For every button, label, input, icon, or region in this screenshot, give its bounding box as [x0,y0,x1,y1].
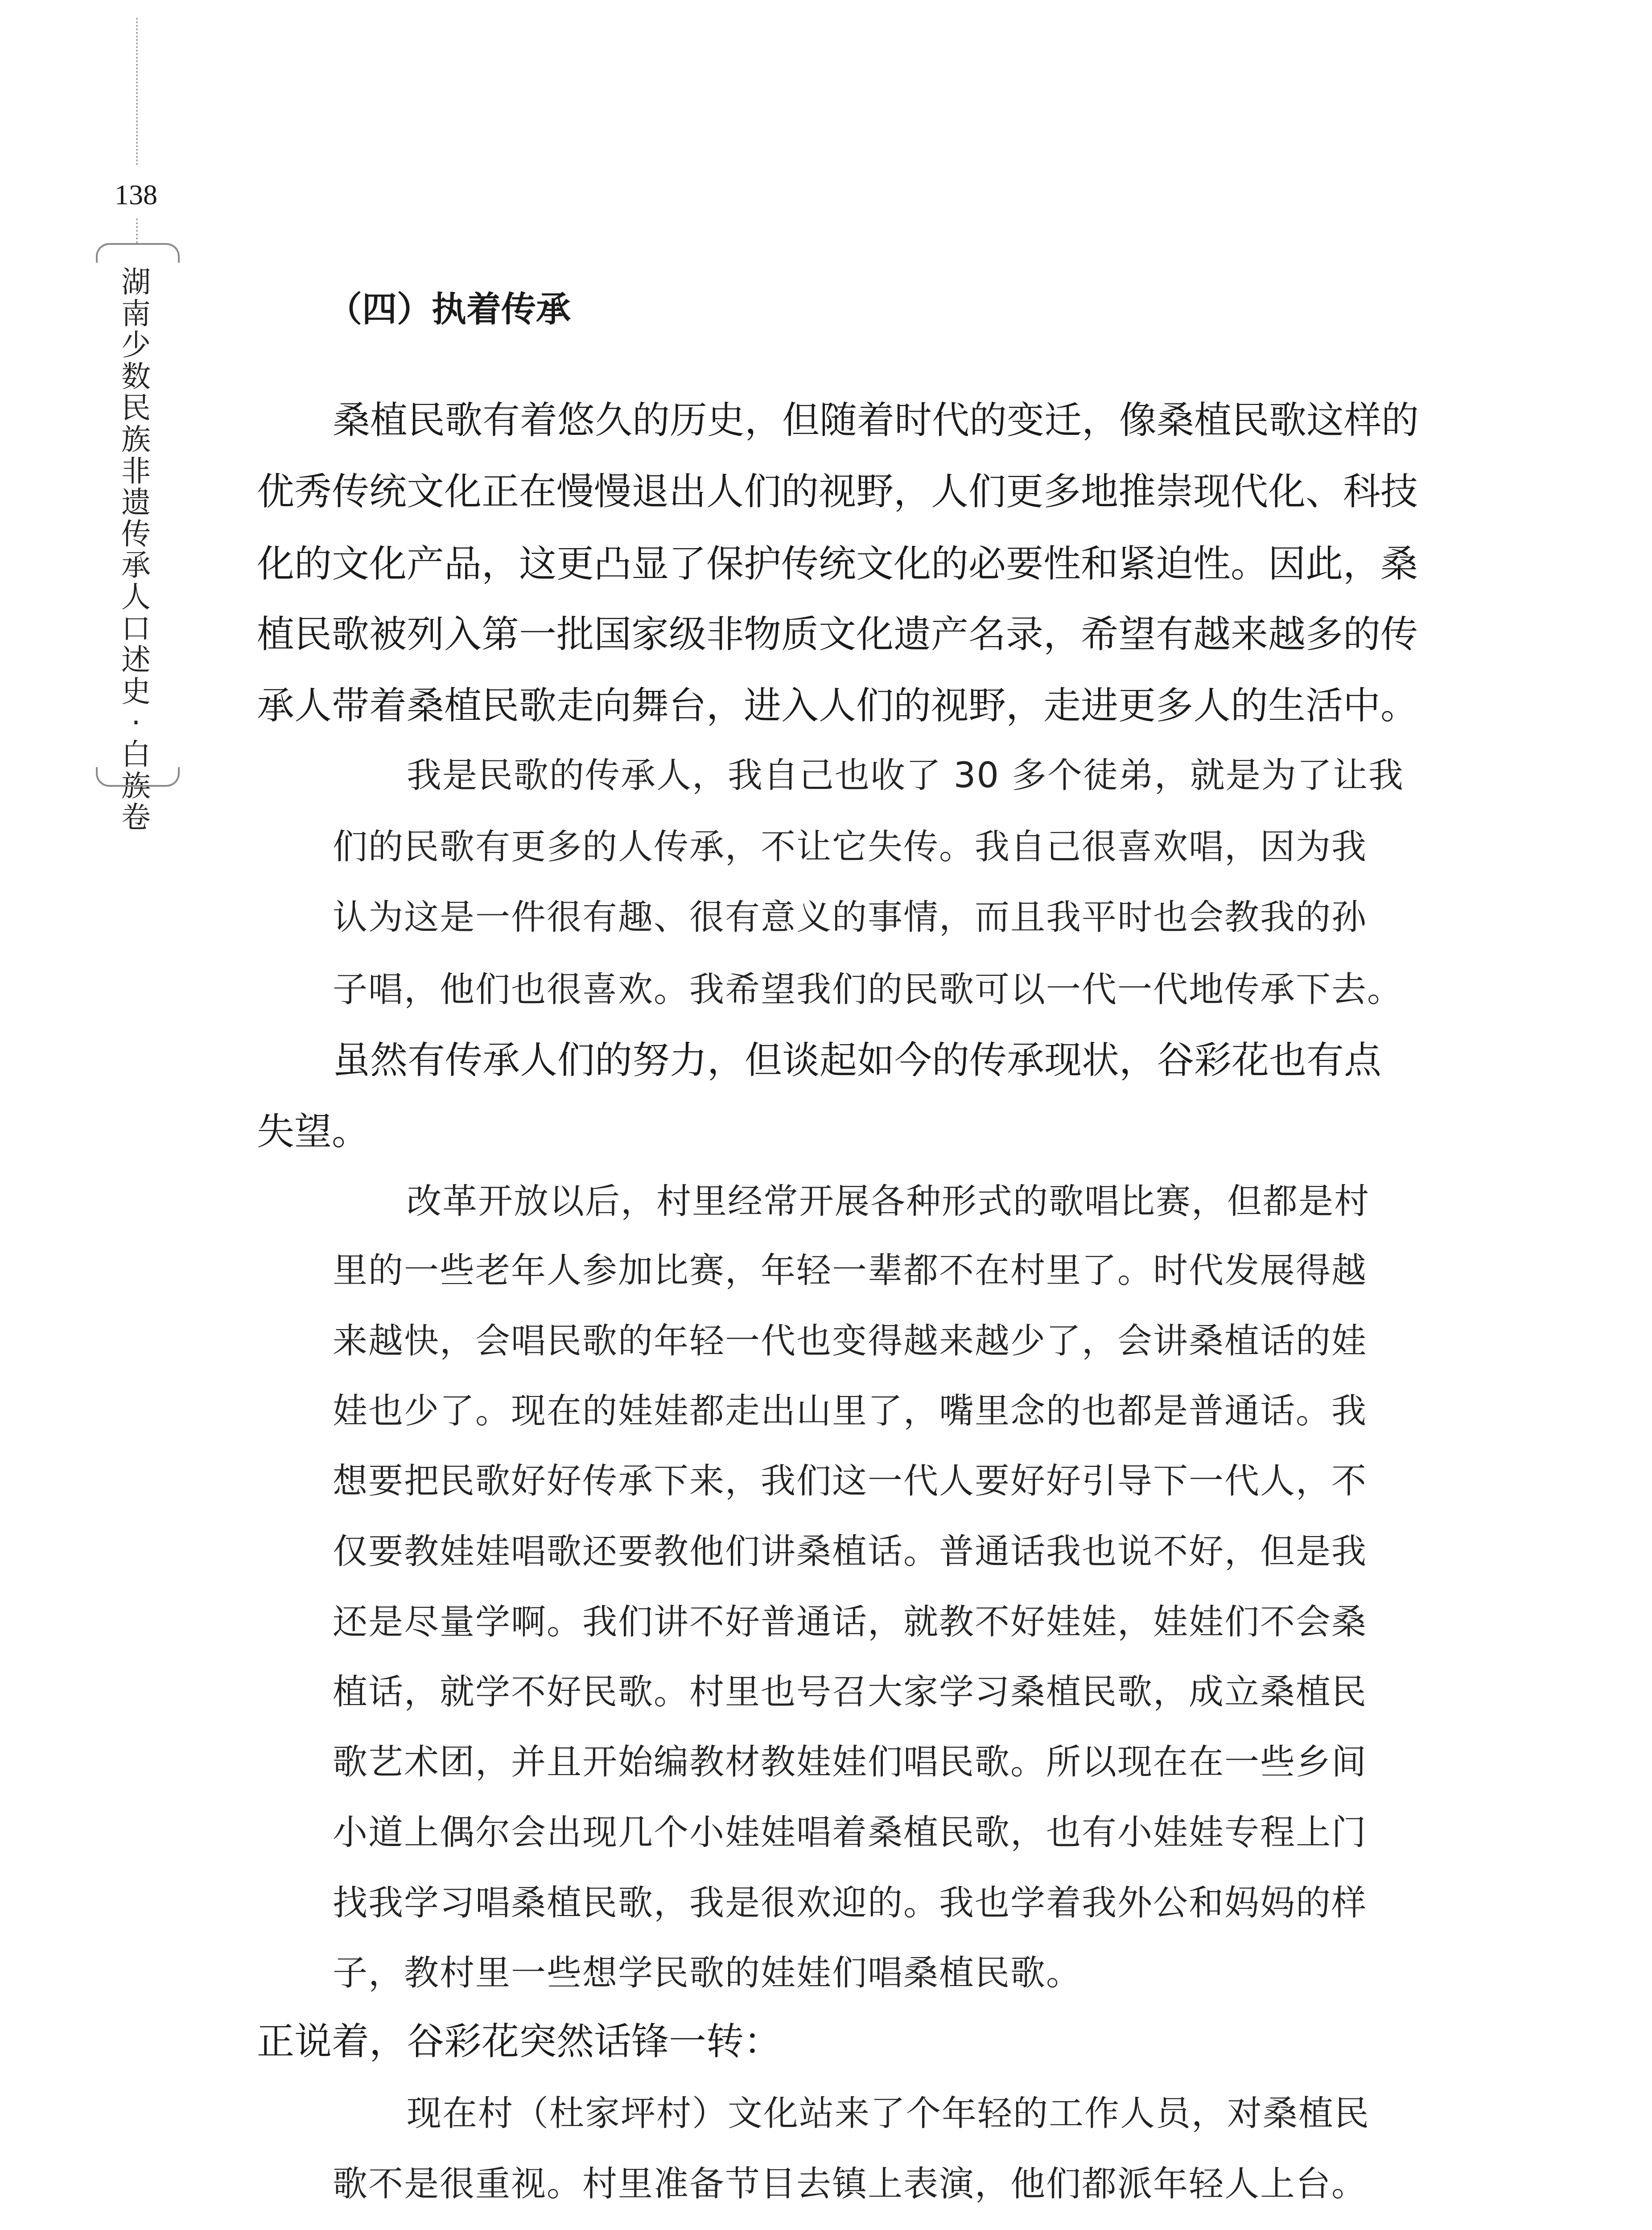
text-line: 虽然有传承人们的努力，但谈起如今的传承现状，谷彩花也有点 [333,1038,1382,1082]
series-title-char: 民 [121,391,151,425]
section-heading: （四）执着传承 [327,289,571,330]
margin-rule-middle [136,219,138,243]
quote-line: 现在村（杜家坪村）文化站来了个年轻的工作人员，对桑植民 [407,2094,1370,2134]
text-line: 植民歌被列入第一批国家级非物质文化遗产名录，希望有越来越多的传 [257,612,1418,656]
series-title-char: 承 [121,548,151,583]
series-title-char: 湖 [121,265,151,299]
quote-line: 小道上偶尔会出现几个小娃娃唱着桑植民歌，也有小娃娃专程上门 [333,1813,1368,1853]
quote-line: 子，教村里一些想学民歌的娃娃们唱桑植民歌。 [333,1953,1082,1993]
series-title-char: 口 [121,611,151,646]
text-line: 化的文化产品，这更凸显了保护传统文化的必要性和紧迫性。因此，桑 [257,542,1418,586]
series-title-char: 卷 [121,800,151,835]
text-line: 桑植民歌有着悠久的历史，但随着时代的变迁，像桑植民歌这样的 [333,398,1419,442]
quote-line: 歌艺术团，并且开始编教材教娃娃们唱民歌。所以现在在一些乡间 [333,1742,1368,1782]
margin-rule-top [136,18,138,165]
series-title-char: 人 [121,579,151,614]
text-line: 失望。 [257,1110,370,1153]
series-title-char: 白 [121,737,151,772]
quote-line: 们的民歌有更多的人传承，不让它失传。我自己很喜欢唱，因为我 [333,827,1368,867]
series-title-char: 族 [121,768,151,803]
quote-line: 改革开放以后，村里经常开展各种形式的歌唱比赛，但都是村 [407,1181,1370,1222]
quote-line: 还是尽量学啊。我们讲不好普通话，就教不好娃娃，娃娃们不会桑 [333,1602,1368,1642]
quote-line: 仅要教娃娃唱歌还要教他们讲桑植话。普通话我也说不好，但是我 [333,1532,1368,1572]
series-title-char: 少 [121,328,151,363]
quote-line: 认为这是一件很有趣、很有意义的事情，而且我平时也会教我的孙 [333,897,1368,937]
quote-line: 找我学习唱桑植民歌，我是很欢迎的。我也学着我外公和妈妈的样 [333,1883,1368,1923]
quote-line: 歌不是很重视。村里准备节目去镇上表演，他们都派年轻人上台。 [333,2164,1368,2204]
quote-line: 想要把民歌好好传承下来，我们这一代人要好好引导下一代人，不 [333,1461,1368,1501]
series-title-char: 史 [121,674,151,709]
series-title-char: 述 [121,643,151,677]
series-title-char: 传 [121,516,151,551]
series-title-bracket-bottom [96,767,180,787]
quote-line: 里的一些老年人参加比赛，年轻一辈都不在村里了。时代发展得越 [333,1251,1368,1291]
series-title [109,265,163,835]
text-line: 正说着，谷彩花突然话锋一转： [257,2019,782,2063]
series-title-char: 南 [121,296,151,331]
quote-line: 娃也少了。现在的娃娃都走出山里了，嘴里念的也都是普通话。我 [333,1391,1368,1431]
series-title-char: 遗 [121,485,151,520]
quote-line: 植话，就学不好民歌。村里也号召大家学习桑植民歌，成立桑植民 [333,1672,1368,1712]
series-title-char: · [131,706,141,740]
quote-line: 子唱，他们也很喜欢。我希望我们的民歌可以一代一代地传承下去。 [333,970,1403,1010]
quote-line: 我是民歌的传承人，我自己也收了 30 多个徒弟，就是为了让我 [407,756,1404,796]
page-number: 138 [115,179,157,211]
quote-line: 来越快，会唱民歌的年轻一代也变得越来越少了，会讲桑植话的娃 [333,1321,1368,1361]
text-line: 优秀传统文化正在慢慢退出人们的视野，人们更多地推崇现代化、科技 [257,470,1418,513]
series-title-bracket-top [96,243,180,263]
series-title-char: 数 [121,359,151,394]
series-title-char: 族 [121,422,151,457]
series-title-char: 非 [121,454,151,488]
text-line: 承人带着桑植民歌走向舞台，进入人们的视野，走进更多人的生活中。 [257,684,1418,727]
